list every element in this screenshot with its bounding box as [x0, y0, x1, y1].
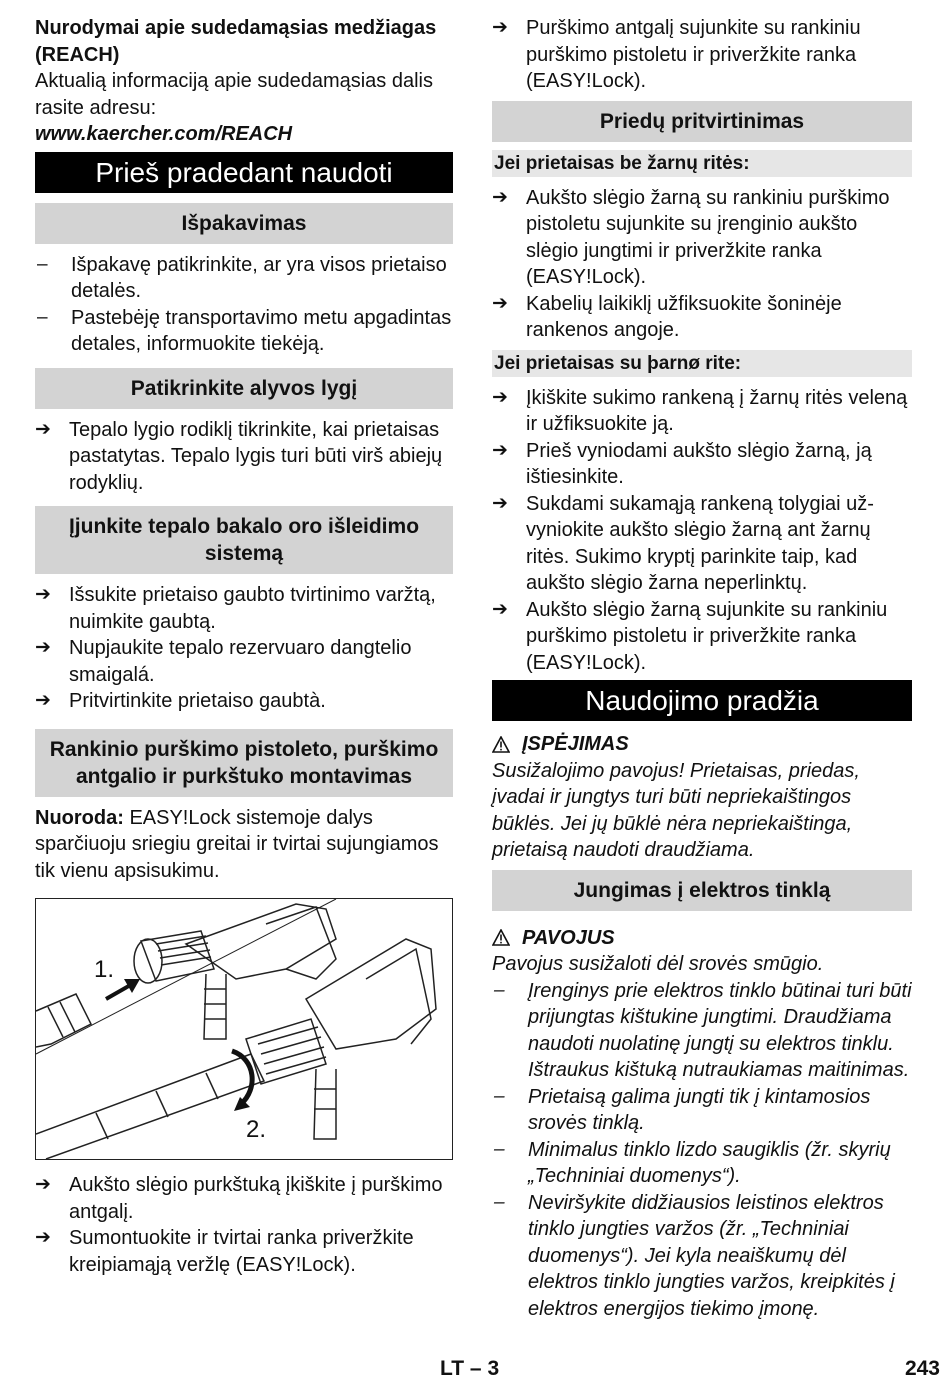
danger-label: PAVOJUS: [522, 926, 615, 949]
warning-triangle-icon: [492, 929, 510, 946]
arrow-right-icon: ➔: [35, 637, 51, 658]
spray-gun-drawing: [36, 899, 452, 1159]
danger-text: Pavojus susižaloti dėl srovės smūgio.: [492, 953, 824, 975]
arrow-right-icon: ➔: [492, 292, 508, 314]
figure-label-2: 2.: [246, 1116, 267, 1143]
arrow-right-icon: ➔: [492, 439, 508, 461]
footer-section: LT – 3: [440, 1357, 500, 1380]
right-column: [492, 15, 912, 1322]
arrow-right-icon: ➔: [35, 584, 51, 605]
heading-gun-assembly: Rankinio purškimo pistoleto, purškimo antgalio ir purkštuko montavimas: [35, 729, 453, 797]
warning-triangle-icon: [492, 736, 510, 753]
arrow-right-icon: ➔: [35, 1227, 51, 1248]
list-item: – Pastebėję transportavimo metu apgadintas detales, informuokite tiekėją.: [37, 306, 452, 355]
list-item: – Neviršykite didžiausios leistinos elektros tinklo jungties varžos (žr. „Techniniai duomenys“). Jei kyla neaiškumų dėl elektros tinklo jungties varžos, kreipkitės į elektros energijos tiekimo įmonę.: [494, 1191, 895, 1320]
note-paragraph: Nuoroda: EASY!Lock sistemoje dalys sparčiuoju sriegiu greitai ir tvirtai sujungiamos tik vienu apsisukimu.: [35, 806, 439, 882]
arrow-right-icon: ➔: [492, 492, 508, 514]
arrow-right-icon: ➔: [35, 418, 51, 440]
heading-oil-level: Patikrinkite alyvos lygį: [35, 368, 453, 409]
list-item: – Išpakavę patikrinkite, ar yra visos prietaiso detalės.: [37, 253, 447, 302]
reach-url[interactable]: www.kaercher.com/REACH: [35, 123, 293, 145]
figure-label-1: 1.: [94, 956, 115, 983]
warning-label: ĮSPĖJIMAS: [522, 733, 629, 755]
list-item: ➔ Purškimo antgalį sujunkite su rankiniu purškimo pistoletu ir priveržkite ranka (EASY!Lock).: [492, 17, 861, 92]
list-item: ➔ Prieš vyniodami aukšto slėgio žarną, ją ištiesinkite.: [492, 439, 872, 488]
page-number: 243: [904, 1357, 940, 1380]
heading-oil-vent: Įjunkite tepalo bakalo oro išleidimo sistemą: [35, 506, 453, 574]
list-item: ➔ Aukšto slėgio purkštuką įkiškite į purškimo antgalį.: [35, 1174, 443, 1223]
heading-accessories: Priedų pritvirtinimas: [492, 101, 912, 142]
list-item: ➔ Pritvirtinkite prietaiso gaubtà.: [35, 688, 453, 715]
list-item: – Įrenginys prie elektros tinklo būtinai turi būti prijungtas kištukine jungtimi. Draudžiama naudoti nuolatinę jungtį su elektros tinklu. Ištraukus kištuką nutraukiamas maitinimas.: [494, 979, 912, 1081]
assembly-illustration: [35, 898, 453, 1160]
heading-unpacking: Išpakavimas: [35, 203, 453, 244]
list-item: – Minimalus tinklo lizdo saugiklis (žr. skyrių „Techniniai duomenys“).: [494, 1138, 891, 1187]
arrow-right-icon: ➔: [35, 1174, 51, 1195]
list-item: ➔ Nupjaukite tepalo rezervuaro dangtelio smaigalá.: [35, 637, 412, 686]
list-item: ➔ Kabelių laikiklį užfiksuokite šoninėje rankenos angoje.: [492, 292, 842, 341]
arrow-right-icon: ➔: [492, 598, 508, 620]
list-item: ➔ Įkiškite sukimo rankeną į žarnų ritės veleną ir užfiksuokite ją.: [492, 386, 908, 435]
section-title-start-use: Naudojimo pradžia: [492, 680, 912, 721]
list-item: ➔ Sukdami sukamąją rankeną tolygiai užvyniokite aukšto slėgio žarną ant žarnų ritės. Sukimo kryptį parinkite taip, kad aukšto slėgio žarna neperlinktų.: [492, 492, 874, 594]
warning-text: Susižalojimo pavojus! Prietaisas, priedas, įvadai ir jungtys turi būti nepriekaištingos būklės. Jei jų būklė nėra nepriekaištinga, prietaisą naudoti draudžiama.: [492, 759, 860, 861]
list-item: ➔ Aukšto slėgio žarną sujunkite su rankiniu purškimo pistoletu ir priveržkite ranka (EASY!Lock).: [492, 598, 888, 674]
section-title-before-use: Prieš pradedant naudoti: [35, 152, 453, 193]
list-item: ➔ Aukšto slėgio žarną su rankiniu purškimo pistoletu sujunkite su įrenginio aukšto slėgio jungtimi ir priveržkite ranka (EASY!Lock).: [492, 186, 890, 288]
arrow-right-icon: ➔: [492, 17, 508, 38]
reach-text: Aktualią informaciją apie sudedamąsias dalis rasite adresu:: [35, 70, 433, 119]
list-item: ➔ Sumontuokite ir tvirtai ranka priveržkite kreipiamąją veržlę (EASY!Lock).: [35, 1227, 414, 1276]
reach-heading: Nurodymai apie sudedamąsias medžiagas (REACH): [35, 17, 437, 66]
danger-heading: [492, 925, 912, 952]
arrow-right-icon: ➔: [35, 690, 51, 711]
arrow-right-icon: ➔: [492, 186, 508, 208]
list-item: – Prietaisą galima jungti tik į kintamosios srovės tinklą.: [494, 1085, 871, 1134]
warning-heading: [492, 731, 912, 758]
left-column: [35, 15, 453, 1278]
list-item: ➔ Tepalo lygio rodiklį tikrinkite, kai prietaisas pastatytas. Tepalo lygis turi būti virš abiejų rodyklių.: [35, 418, 443, 494]
list-item: ➔ Išsukite prietaiso gaubto tvirtinimo varžtą, nuimkite gaubtą.: [35, 584, 436, 633]
subheading-with-reel: Jei prietaisas su þarnø rite:: [492, 350, 912, 377]
subheading-no-reel: Jei prietaisas be žarnų ritės:: [492, 150, 912, 177]
heading-power: Jungimas į elektros tinklą: [492, 870, 912, 911]
arrow-right-icon: ➔: [492, 386, 508, 408]
